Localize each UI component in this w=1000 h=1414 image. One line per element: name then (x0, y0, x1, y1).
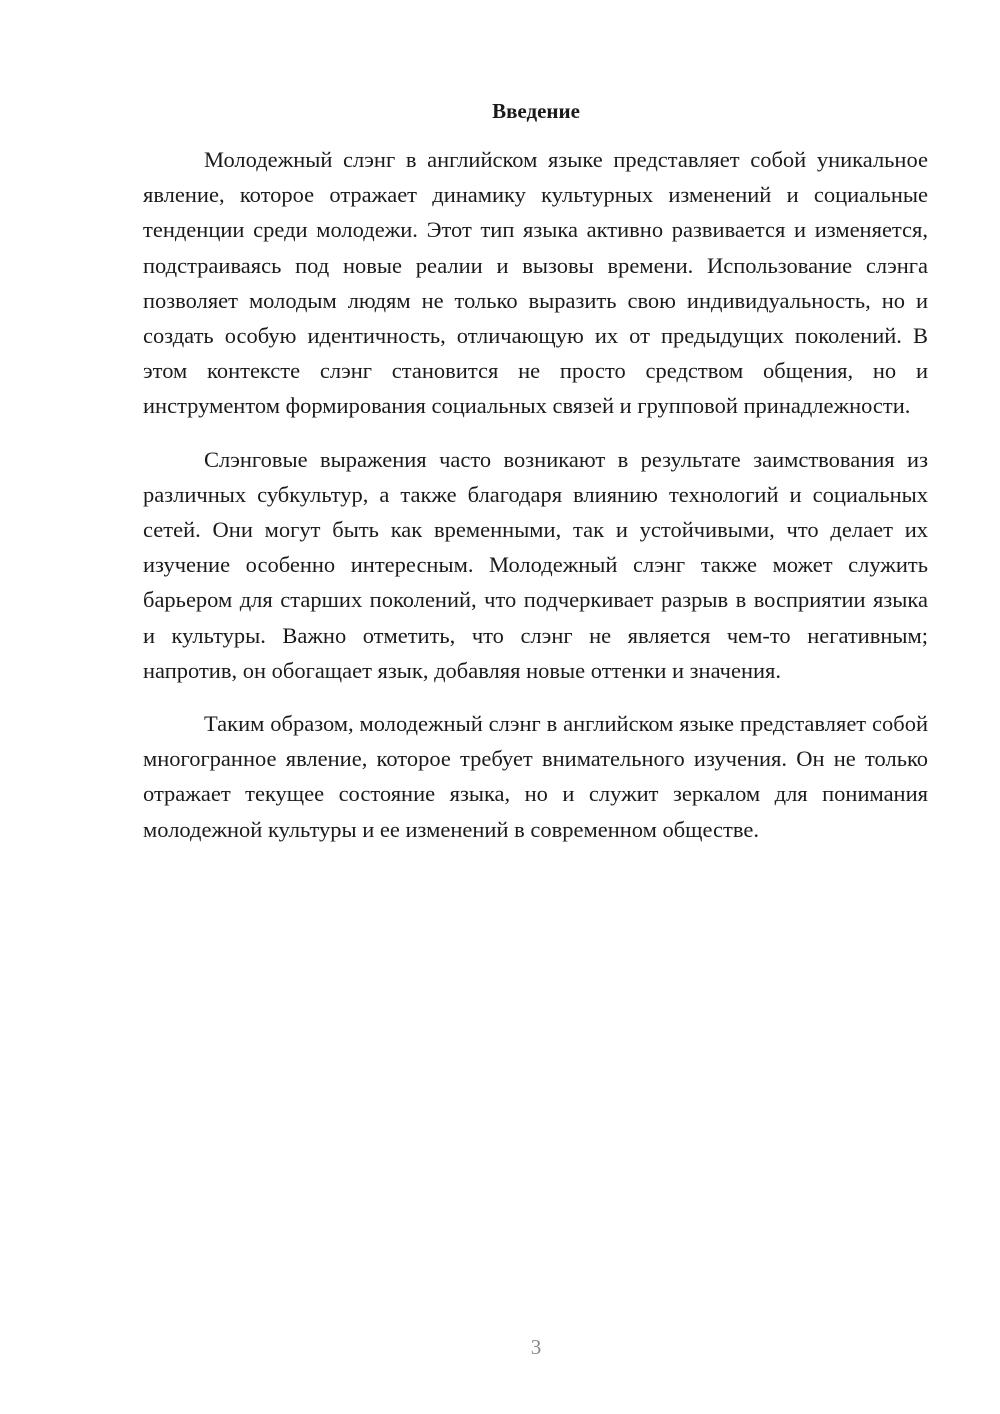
page-number: 3 (530, 1335, 542, 1359)
paragraph-1: Молодежный слэнг в английском языке представляет собой уникальное явление, которое отражает динамику культурных изменений и социальные тенденции среди молодежи. Этот тип языка активно развивается и изменяется, подстраиваясь под новые реалии и вызовы времени. Использование слэнга позволяет молодым людям не только выразить свою индивидуальность, но и создать особую идентичность, отличающую их от предыдущих поколений. В этом контексте слэнг становится не просто средством общения, но и инструментом формирования социальных связей и групповой принадлежности. (143, 147, 928, 419)
paragraph-3: Таким образом, молодежный слэнг в английском языке представляет собой многогранное явление, которое требует внимательного изучения. Он не только отражает текущее состояние языка, но и служит зеркалом для понимания молодежной культуры и ее изменений в современном обществе. (143, 711, 928, 842)
page-title: Введение (492, 99, 580, 123)
paragraph-2: Слэнговые выражения часто возникают в результате заимствования из различных субкультур, а также благодаря влиянию технологий и социальных сетей. Они могут быть как временными, так и устойчивыми, что делает их изучение особенно интересным. Молодежный слэнг также может служить барьером для старших поколений, что подчеркивает разрыв в восприятии языка и культуры. Важно отметить, что слэнг не является чем-то негативным; напротив, он обогащает язык, добавляя новые оттенки и значения. (143, 446, 928, 683)
document-body (143, 142, 928, 865)
